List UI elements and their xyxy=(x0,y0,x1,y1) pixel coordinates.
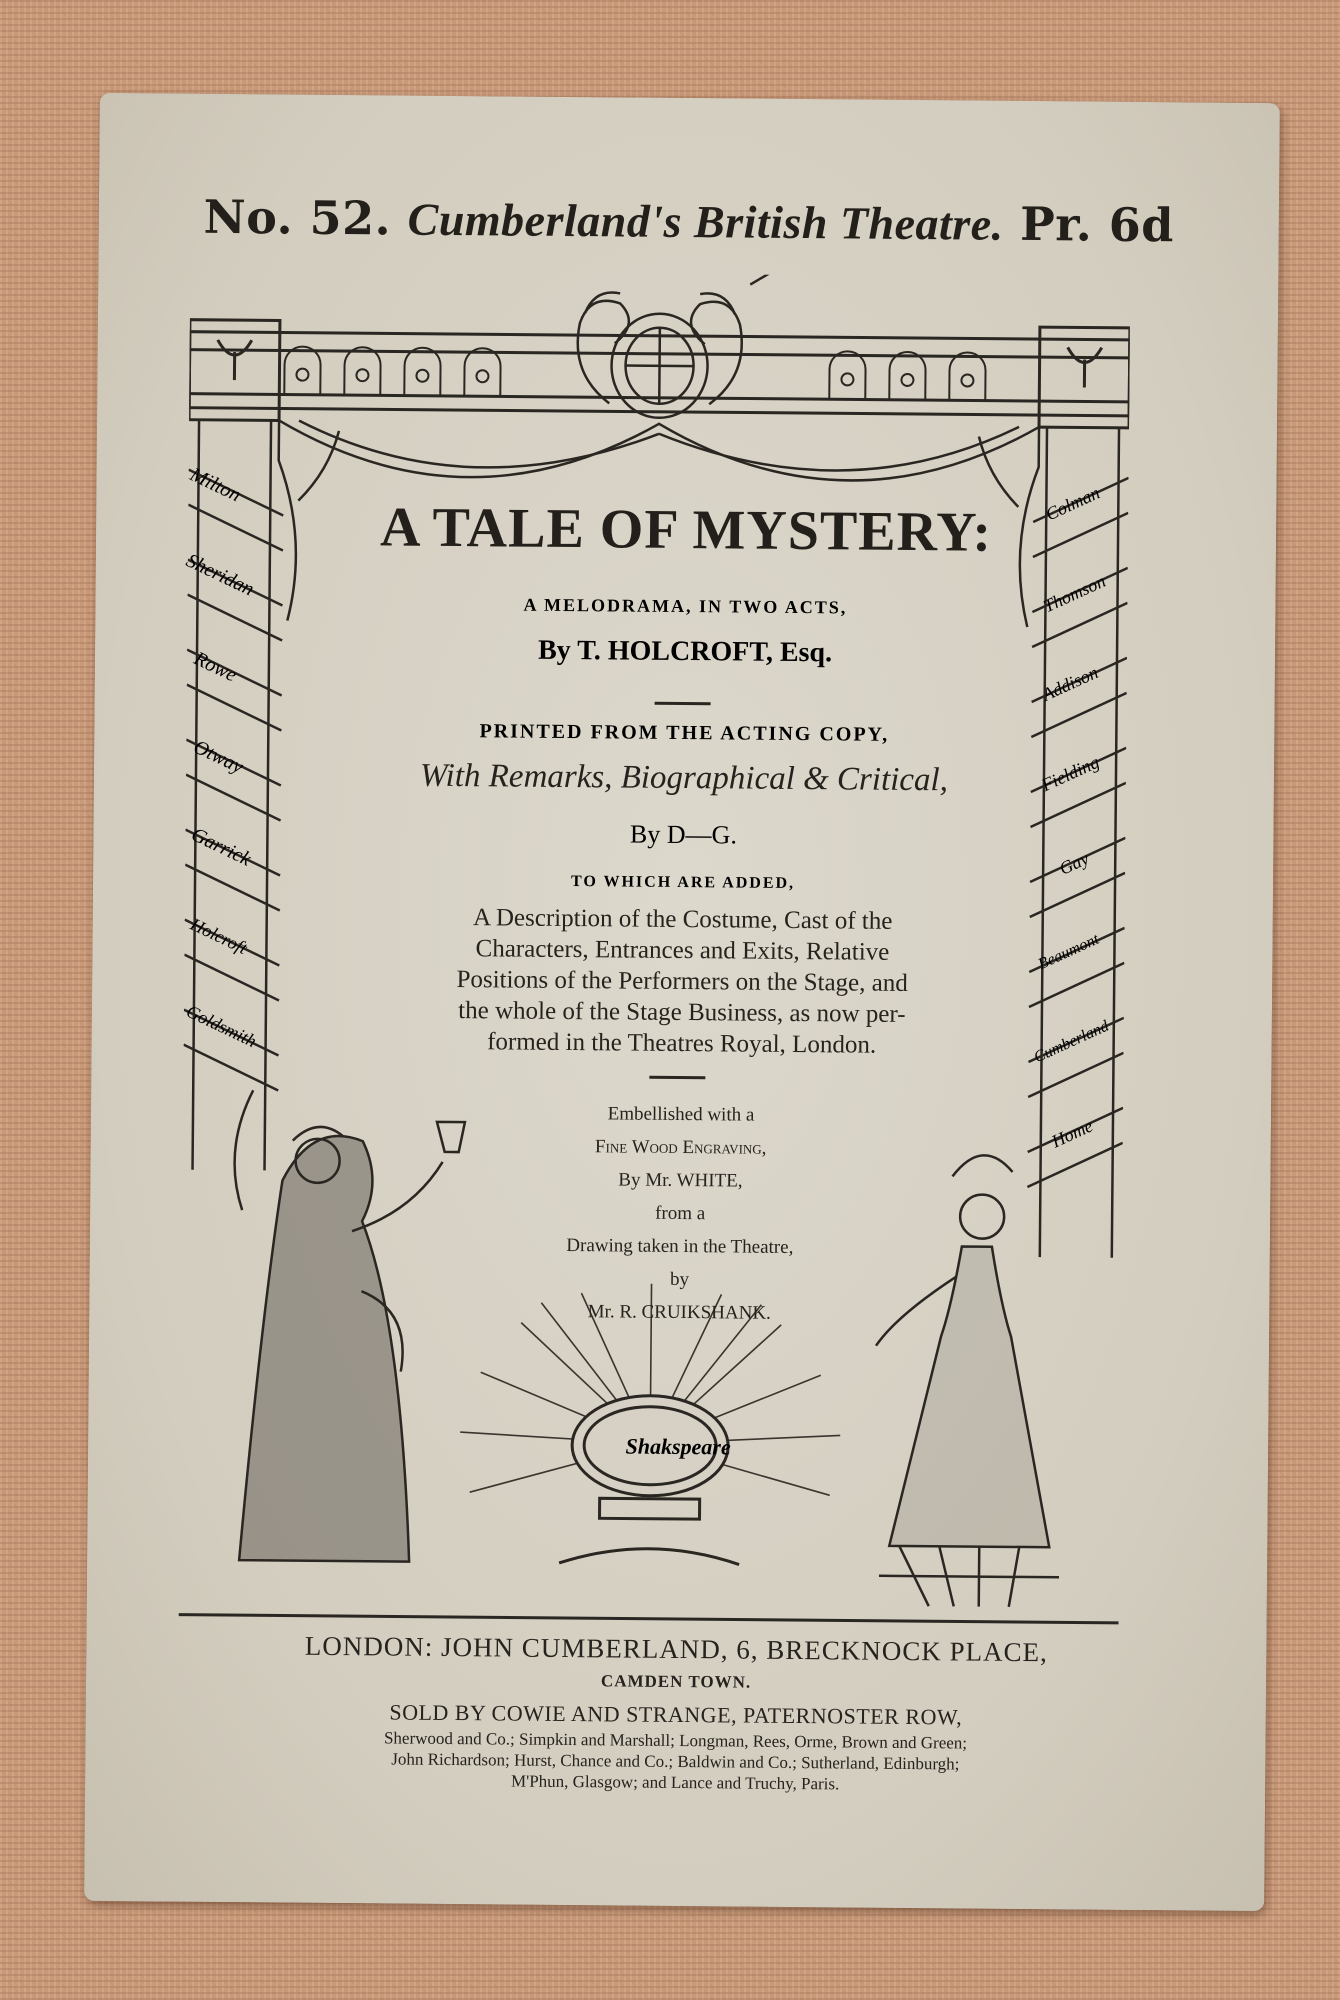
ribbon-name: Addison xyxy=(1039,662,1102,705)
printed-line: PRINTED FROM THE ACTING COPY, xyxy=(479,720,890,746)
price: Pr. 6d xyxy=(1019,196,1175,253)
engraving-line: Fine Wood Engraving, xyxy=(594,1136,767,1159)
remarks-line: With Remarks, Biographical & Critical, xyxy=(419,757,949,799)
engraving-line: by xyxy=(669,1268,690,1291)
description-line: formed in the Theatres Royal, London. xyxy=(487,1028,877,1059)
ribbon-name: Garrick xyxy=(187,823,255,871)
ribbon-name: Goldsmith xyxy=(183,1000,260,1052)
ribbon-name: Holcroft xyxy=(187,913,251,959)
description-line: the whole of the Stage Business, as now per- xyxy=(458,997,906,1028)
description-line: A Description of the Costume, Cast of the xyxy=(472,904,893,935)
ribbon-name: Colman xyxy=(1042,482,1103,525)
sellers-line: John Richardson; Hurst, Chance and Co.; Baldwin and Co.; Sutherland, Edinburgh; xyxy=(391,1749,960,1774)
sellers-line: Sherwood and Co.; Simpkin and Marshall; Longman, Rees, Orme, Brown and Green; xyxy=(383,1728,968,1753)
ribbon-name: Rowe xyxy=(190,647,241,687)
play-title: A TALE OF MYSTERY: xyxy=(379,496,993,564)
divider-rule xyxy=(655,702,711,705)
sold-by-line: SOLD BY COWIE AND STRANGE, PATERNOSTER ROW, xyxy=(389,1699,963,1730)
ribbon-name: Milton xyxy=(186,463,245,507)
publisher-town: CAMDEN TOWN. xyxy=(600,1671,752,1692)
ribbon-name: Home xyxy=(1048,1115,1096,1152)
engraving-credits xyxy=(89,1093,1271,1334)
ribbon-name: Otway xyxy=(190,735,247,779)
ribbon-name: Gay xyxy=(1056,848,1092,879)
engraving-line: By Mr. WHITE, xyxy=(618,1169,743,1192)
engraving-line: from a xyxy=(655,1202,706,1225)
divider-rule xyxy=(649,1076,705,1079)
publisher-line: LONDON: JOHN CUMBERLAND, 6, BRECKNOCK PLACE, xyxy=(304,1630,1048,1668)
engraving-line: Embellished with a xyxy=(607,1103,755,1126)
sellers-block xyxy=(85,1725,1266,1798)
engraving-line: Drawing taken in the Theatre, xyxy=(566,1235,794,1258)
series-header xyxy=(99,189,1279,253)
remarks-author: By D—G. xyxy=(629,819,738,850)
ribbon-name: Cumberland xyxy=(1031,1017,1112,1067)
issue-number: No. 52. xyxy=(203,189,392,246)
description-block xyxy=(92,899,1273,1064)
playbill-card xyxy=(84,93,1280,1911)
added-line: TO WHICH ARE ADDED, xyxy=(570,873,796,892)
ribbon-name: Beaumont xyxy=(1035,930,1102,974)
sellers-line: M'Phun, Glasgow; and Lance and Truchy, Paris. xyxy=(510,1771,840,1794)
series-title: Cumberland's British Theatre. xyxy=(407,193,1004,250)
shakspeare-seal-text: Shakspeare xyxy=(625,1433,731,1460)
ribbon-name: Thomson xyxy=(1040,570,1109,617)
play-author: By T. HOLCROFT, Esq. xyxy=(537,634,833,669)
play-subtitle: A MELODRAMA, IN TWO ACTS, xyxy=(523,594,848,618)
description-line: Positions of the Performers on the Stage, and xyxy=(456,966,908,997)
ribbon-name: Sheridan xyxy=(182,549,258,601)
ribbon-name: Fielding xyxy=(1038,751,1103,796)
description-line: Characters, Entrances and Exits, Relative xyxy=(475,935,890,966)
engraving-line: Mr. R. CRUIKSHANK. xyxy=(587,1301,771,1324)
